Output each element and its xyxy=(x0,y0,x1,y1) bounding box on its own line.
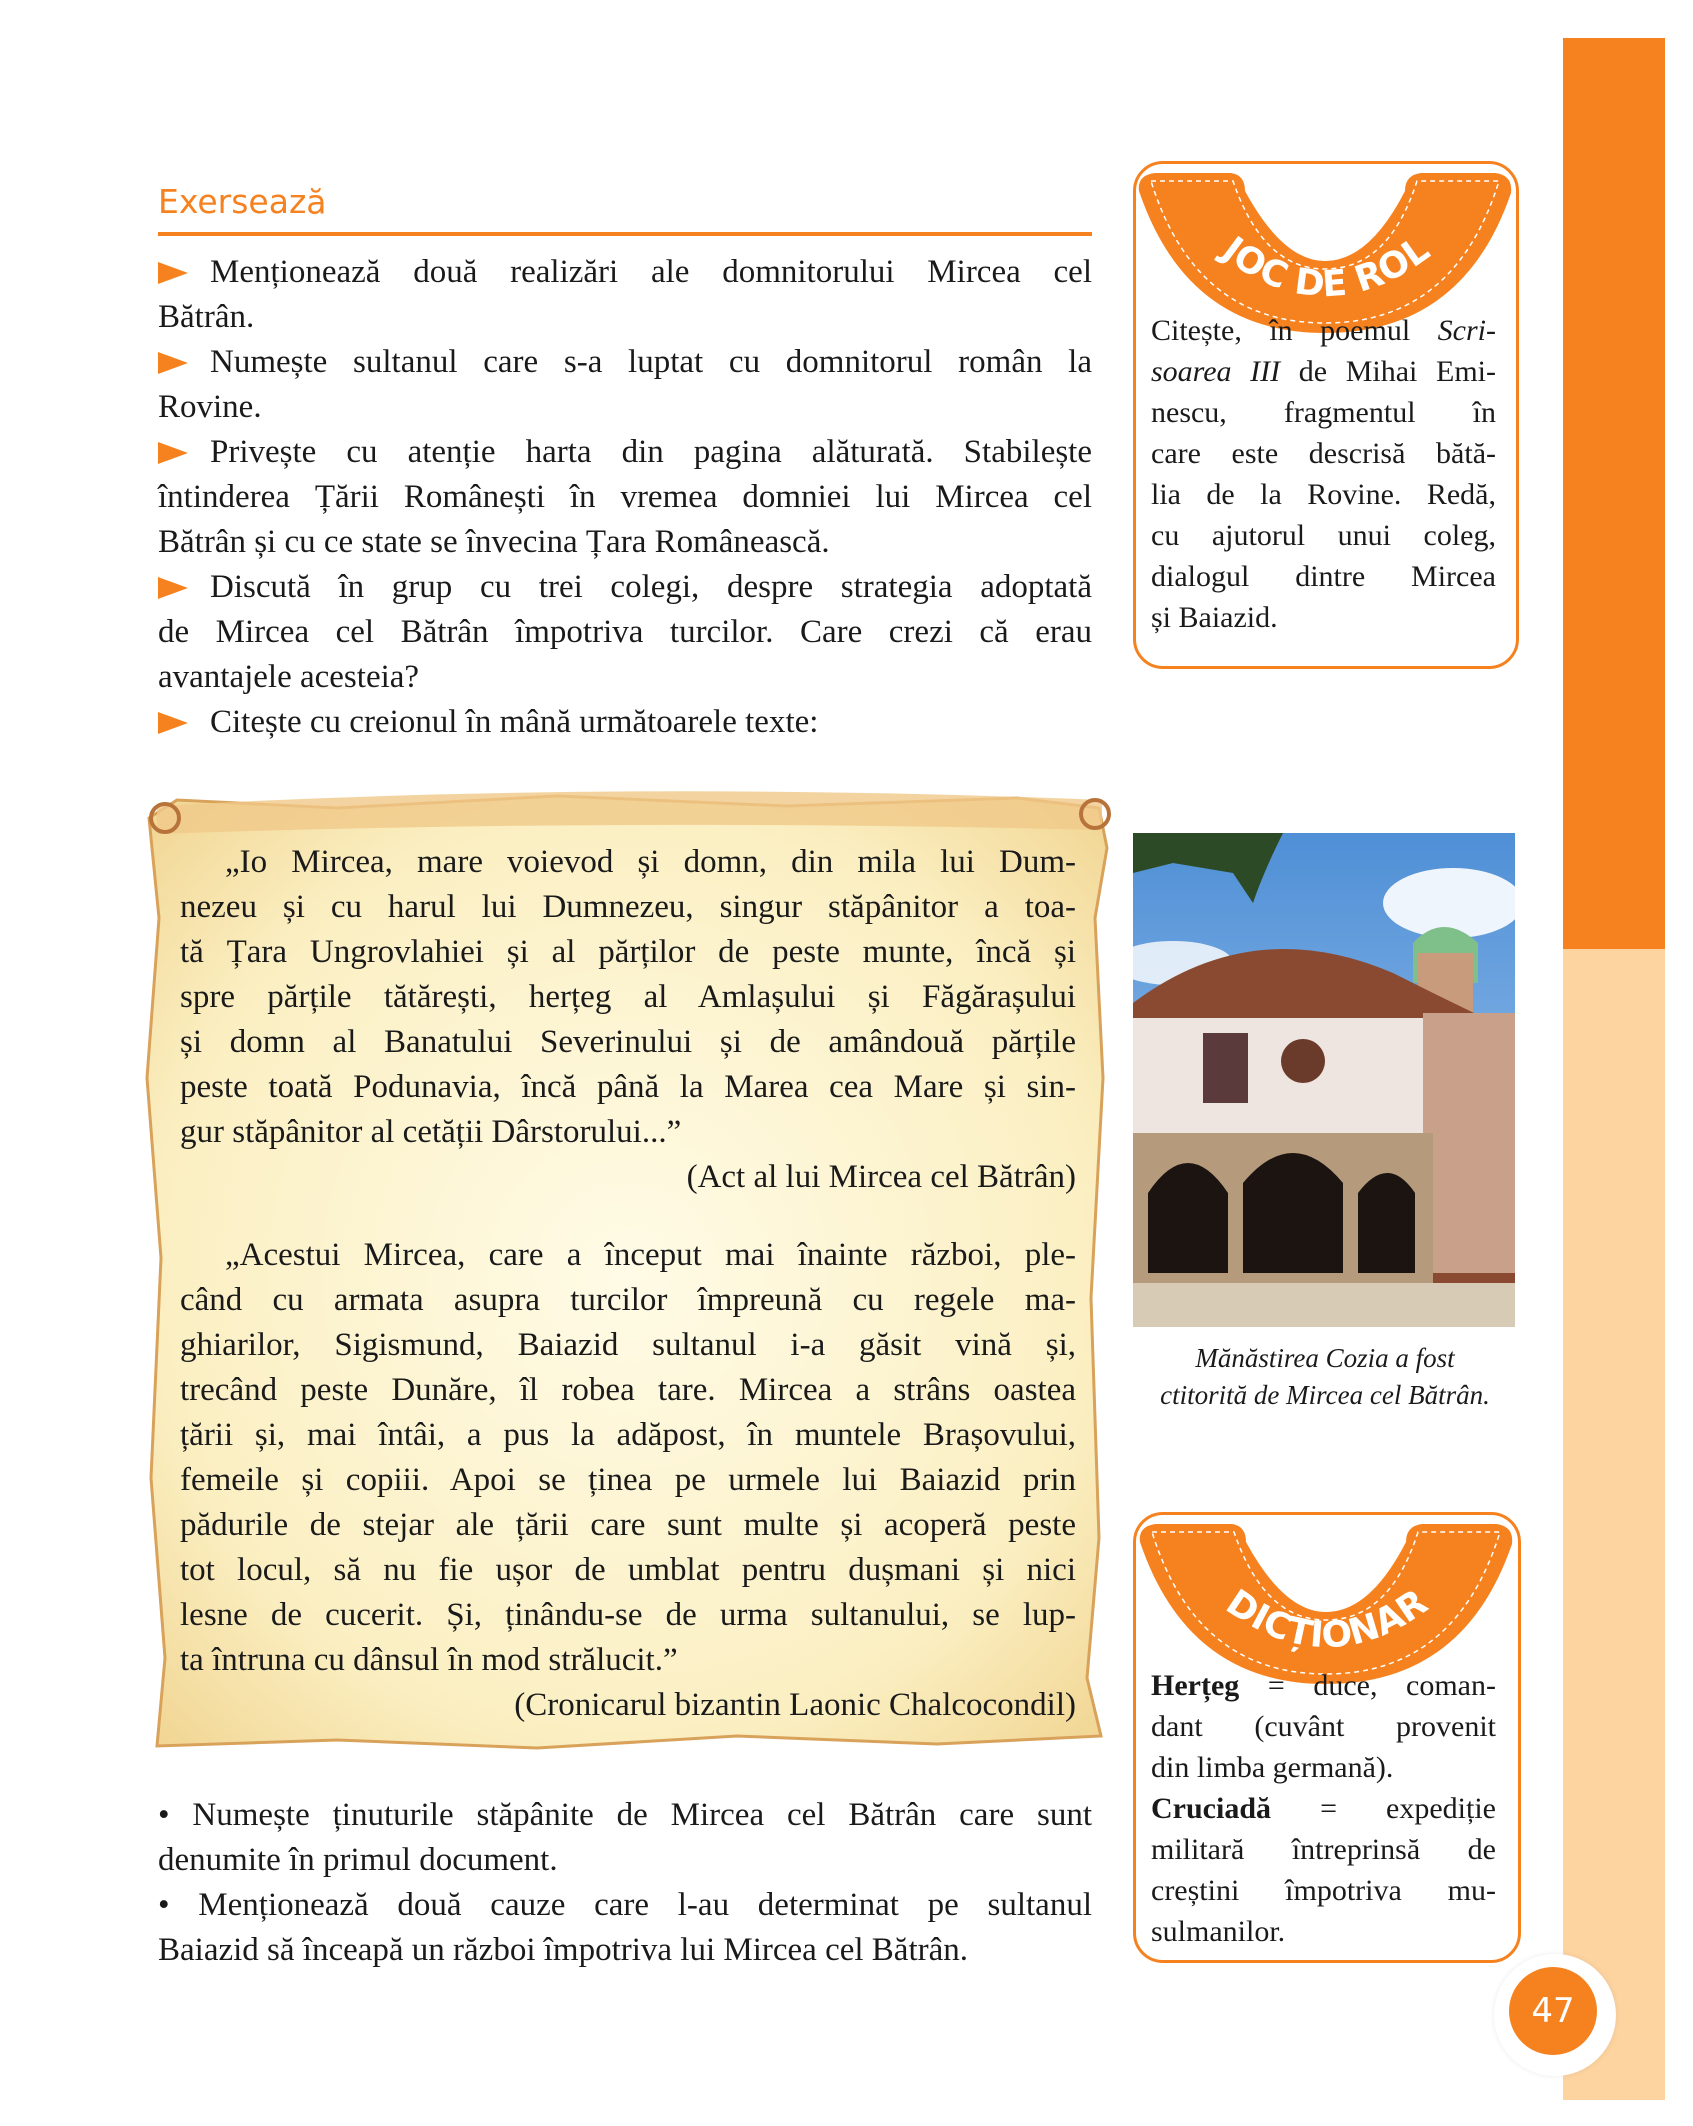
quote-source: (Cronicarul bizantin Laonic Chalcocondil) xyxy=(514,1687,1076,1723)
arrow-bullet-icon xyxy=(158,712,188,734)
cozia-monastery-photo xyxy=(1133,833,1515,1327)
svg-text:JOC DE ROL: JOC DE ROL xyxy=(1214,228,1438,306)
quote-line: nezeu și cu harul lui Dumnezeu, singur stăpânitor a toa- xyxy=(180,889,1076,925)
exercise-line xyxy=(158,610,1092,655)
quote-line: femeile și copiii. Apoi se ținea pe urmele lui Baiazid prin xyxy=(180,1462,1076,1498)
photo-caption: Mănăstirea Cozia a fost ctitorită de Mircea cel Bătrân. xyxy=(1160,1343,1490,1410)
arrow-bullet-icon xyxy=(158,262,188,284)
page-number: 47 xyxy=(1509,1967,1597,2055)
exercise-text: Rovine. xyxy=(158,389,262,425)
quote-line: gur stăpânitor al cetății Dârstorului...” xyxy=(180,1114,682,1150)
role-play-line: nescu, fragmentul în xyxy=(1151,396,1496,429)
quote-line: când cu armata asupra turcilor împreună cu regele ma- xyxy=(180,1282,1076,1318)
arrow-bullet-icon xyxy=(158,442,188,464)
exercise-line xyxy=(158,700,1092,745)
quote-line: lesne de cucerit. Și, ținându-se de urma sultanului, se lup- xyxy=(180,1597,1076,1633)
quote-source: (Act al lui Mircea cel Bătrân) xyxy=(686,1159,1076,1195)
quote-line: „Io Mircea, mare voievod și domn, din mila lui Dum- xyxy=(225,844,1076,880)
quote-line: pădurile de stejar ale țării care sunt multe și acoperă peste xyxy=(180,1507,1076,1543)
exercise-text: Privește cu atenție harta din pagina alăturată. Stabilește xyxy=(210,434,1092,470)
exercise-line xyxy=(158,655,1092,700)
side-stripe-orange xyxy=(1563,38,1665,949)
role-play-line: și Baiazid. xyxy=(1151,601,1278,634)
exercise-text: avantajele acesteia? xyxy=(158,659,420,695)
exercise-line xyxy=(158,385,1092,430)
exercise-text: Discută în grup cu trei colegi, despre strategia adoptată xyxy=(210,569,1092,605)
exercise-line xyxy=(158,475,1092,520)
exercise-text: întinderea Țării Românești în vremea domniei lui Mircea cel xyxy=(158,479,1092,515)
exercise-text: Numește sultanul care s-a luptat cu domnitorul român la xyxy=(210,344,1092,380)
term-cruciada: Cruciadă xyxy=(1151,1792,1271,1825)
exercise-line xyxy=(158,295,1092,340)
quote-line: tot locul, să nu fie ușor de umblat pentru dușmani și nici xyxy=(180,1552,1076,1588)
exercise-text: Menționează două realizări ale domnitorului Mircea cel xyxy=(210,254,1092,290)
question-line: denumite în primul document. xyxy=(158,1842,558,1878)
question-line: • Numește ținuturile stăpânite de Mircea cel Bătrân care sunt xyxy=(158,1797,1092,1833)
quote-line: spre părțile tătărești, herțeg al Amlașului și Făgărașului xyxy=(180,979,1076,1015)
exercise-line xyxy=(158,520,1092,565)
exercise-text: Citește cu creionul în mână următoarele texte: xyxy=(210,704,819,740)
heading-rule xyxy=(158,232,1092,236)
role-play-line: care este descrisă bătă- xyxy=(1151,437,1496,470)
quote-line: țării și, mai întâi, a pus la adăpost, în muntele Brașovului, xyxy=(180,1417,1076,1453)
exercise-text: de Mircea cel Bătrân împotriva turcilor. Care crezi că erau xyxy=(158,614,1092,650)
exercise-line xyxy=(158,565,1092,610)
arrow-bullet-icon xyxy=(158,577,188,599)
question-list xyxy=(158,1793,1092,1973)
exercise-line xyxy=(158,430,1092,475)
arrow-bullet-icon xyxy=(158,352,188,374)
exercise-line xyxy=(158,340,1092,385)
quote-chalcocondil xyxy=(180,1233,1076,1728)
question-line: Baiazid să înceapă un război împotriva lui Mircea cel Bătrân. xyxy=(158,1932,968,1968)
quote-line: și domn al Banatului Severinului și de amândouă părțile xyxy=(180,1024,1076,1060)
svg-text:DICȚIONAR: DICȚIONAR xyxy=(1218,1581,1435,1657)
question-line: • Menționează două cauze care l-au determinat pe sultanul xyxy=(158,1887,1092,1923)
quote-line: trecând peste Dunăre, îl robea tare. Mircea a strâns oastea xyxy=(180,1372,1076,1408)
exercise-text: Bătrân. xyxy=(158,299,255,335)
role-play-line: dialogul dintre Mircea xyxy=(1151,560,1496,593)
role-play-text: Citește, în poemul Scri- soarea III de Mihai Emi- nescu, fragmentul în care este descrisă bătă- lia de la Rovine. Redă, cu ajutorul unui coleg, dialogul dintre Mircea și Baiazid. xyxy=(1151,310,1496,638)
exercise-text: Bătrân și cu ce state se învecina Țara Românească. xyxy=(158,524,830,560)
quote-line: ghiarilor, Sigismund, Baiazid sultanul i-a găsit vină și, xyxy=(180,1327,1076,1363)
section-heading: Exersează xyxy=(158,182,327,221)
quote-line: tă Țara Ungrovlahiei și al părților de peste munte, încă și xyxy=(180,934,1076,970)
dictionary-text: Herțeg = duce, coman- dant (cuvânt provenit din limba germană). Cruciadă = expediție militară întreprinsă de creștini împotriva mu- sulmanilor. xyxy=(1151,1669,1496,1948)
exercise-line xyxy=(158,250,1092,295)
exercise-list xyxy=(158,250,1092,745)
quote-line: „Acestui Mircea, care a început mai înainte război, ple- xyxy=(225,1237,1076,1273)
quote-line: ta întruna cu dânsul în mod strălucit.” xyxy=(180,1642,678,1678)
quote-act-mircea xyxy=(180,840,1076,1200)
role-play-line: cu ajutorul unui coleg, xyxy=(1151,519,1496,552)
side-stripe-peach xyxy=(1563,949,1665,2100)
quote-line: peste toată Podunavia, încă până la Marea cea Mare și sin- xyxy=(180,1069,1076,1105)
role-play-line: lia de la Rovine. Redă, xyxy=(1151,478,1496,511)
term-herteg: Herțeg xyxy=(1151,1669,1240,1702)
